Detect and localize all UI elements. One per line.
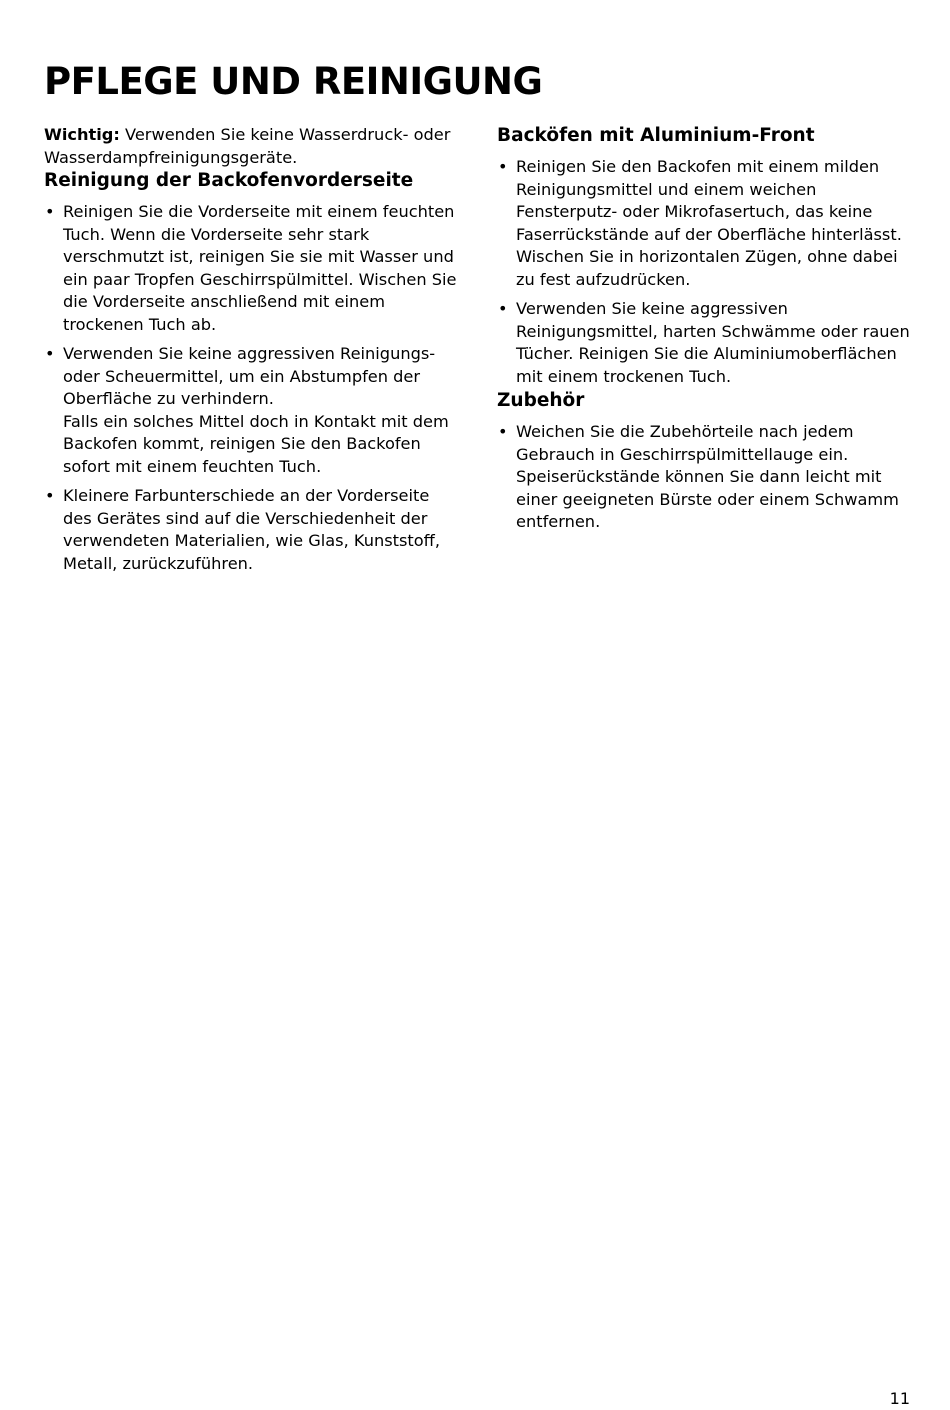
list-item-text: Weichen Sie die Zubehörteile nach jedem Gebrauch in Geschirrspülmittellauge ein. Speiserückstände können Sie dann leicht mit einer geeigneten Bürste oder einem Schwamm entfernen.	[516, 422, 899, 531]
bullet-icon: •	[45, 344, 55, 363]
important-text: Verwenden Sie keine Wasserdruck- oder Wasserdampfreinigungsgeräte.	[44, 125, 451, 167]
list-item	[44, 485, 462, 575]
right-column	[497, 124, 915, 541]
list-item	[44, 201, 462, 336]
bullet-icon: •	[498, 422, 508, 441]
bullet-icon: •	[498, 157, 508, 176]
section-heading-aluminium: Backöfen mit Aluminium-Front	[497, 125, 815, 146]
list-item-text: Verwenden Sie keine aggressiven Reinigungsmittel, harten Schwämme oder rauen Tücher. Reinigen Sie die Aluminiumoberflächen mit einem trockenen Tuch.	[516, 299, 910, 386]
bullet-icon: •	[45, 202, 55, 221]
section-heading-accessories: Zubehör	[497, 390, 585, 411]
important-note	[44, 124, 462, 169]
page-number: 11	[889, 1389, 910, 1408]
accessories-list	[497, 421, 915, 534]
list-item-text: Kleinere Farbunterschiede an der Vorderseite des Gerätes sind auf die Verschiedenheit der verwendeten Materialien, wie Glas, Kunststoff, Metall, zurückzuführen.	[63, 486, 440, 573]
front-cleaning-list	[44, 201, 462, 575]
important-label: Wichtig:	[44, 125, 120, 144]
list-item	[44, 343, 462, 478]
left-column	[44, 124, 462, 582]
section-heading-front: Reinigung der Backofenvorderseite	[44, 170, 414, 191]
aluminium-cleaning-list	[497, 156, 915, 388]
list-item	[497, 421, 915, 534]
bullet-icon: •	[45, 486, 55, 505]
list-item-text: Falls ein solches Mittel doch in Kontakt mit dem Backofen kommt, reinigen Sie den Backofen sofort mit einem feuchten Tuch.	[63, 411, 449, 476]
page-title: PFLEGE UND REINIGUNG	[44, 60, 543, 103]
list-item-text: Verwenden Sie keine aggressiven Reinigungs- oder Scheuermittel, um ein Abstumpfen der Oberfläche zu verhindern.	[63, 344, 436, 408]
list-item-text: Reinigen Sie die Vorderseite mit einem feuchten Tuch. Wenn die Vorderseite sehr stark verschmutzt ist, reinigen Sie sie mit Wasser und ein paar Tropfen Geschirrspülmittel. Wischen Sie die Vorderseite anschließend mit einem trockenen Tuch ab.	[63, 202, 457, 334]
bullet-icon: •	[498, 299, 508, 318]
list-item-text: Reinigen Sie den Backofen mit einem milden Reinigungsmittel und einem weichen Fensterputz- oder Mikrofasertuch, das keine Faserrückstände auf der Oberfläche hinterlässt. Wischen Sie in horizontalen Zügen, ohne dabei zu fest aufzudrücken.	[516, 157, 902, 289]
list-item	[497, 298, 915, 388]
list-item	[497, 156, 915, 291]
